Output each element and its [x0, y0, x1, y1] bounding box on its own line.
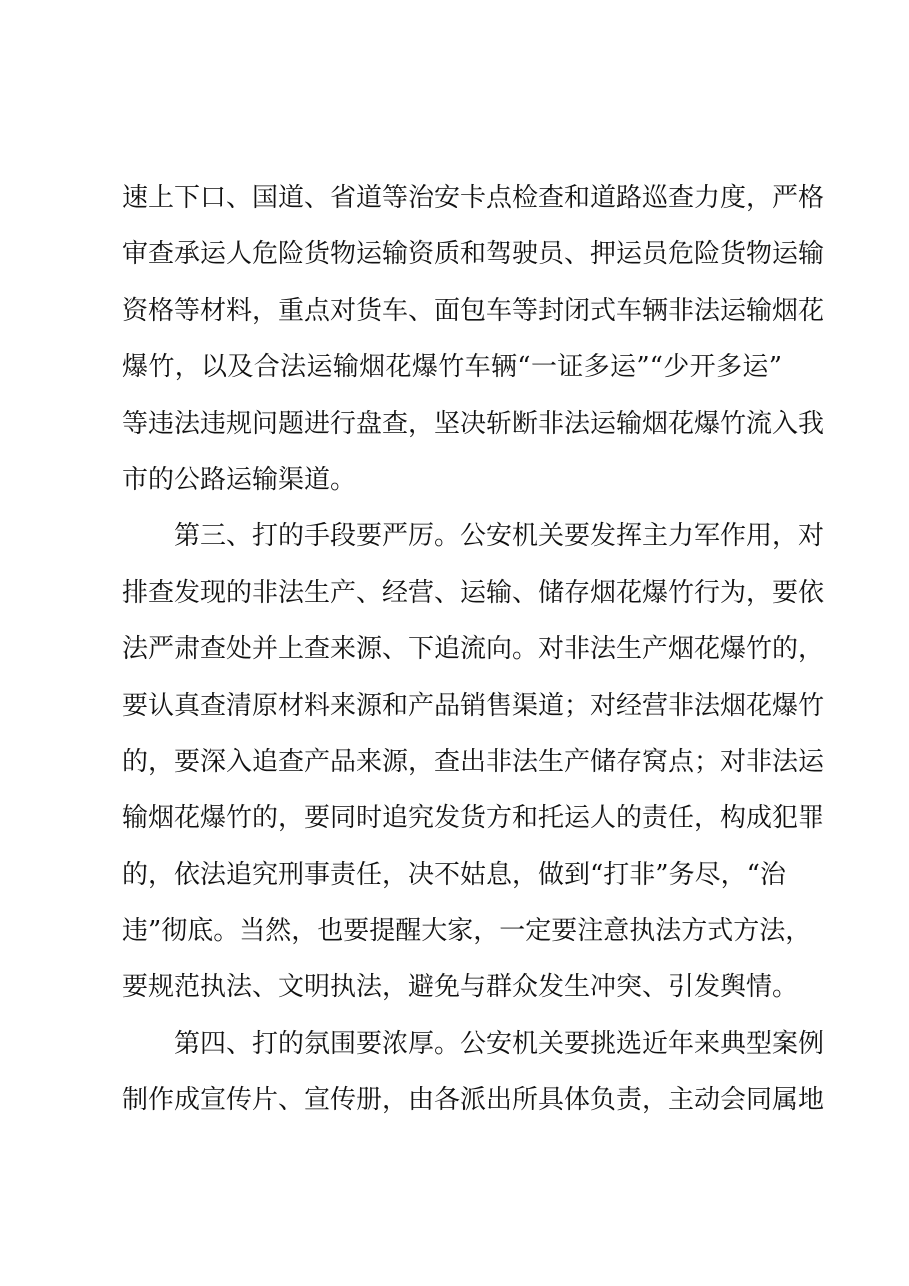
- text-line: 要规范执法、文明执法，避免与群众发生冲突、引发舆情。: [122, 972, 799, 1003]
- text-line: 第三、打的手段要严厉。公安机关要发挥主力军作用，对: [174, 521, 825, 552]
- text-line: 违”彻底。当然，也要提醒大家，一定要注意执法方式方法，: [122, 916, 812, 947]
- text-line: 爆竹，以及合法运输烟花爆竹车辆“一证多运”“少开多运”: [122, 352, 782, 383]
- text-line: 等违法违规问题进行盘查，坚决斩断非法运输烟花爆竹流入我: [122, 408, 825, 439]
- paragraph-third: [122, 508, 825, 1016]
- text-line: 市的公路运输渠道。: [122, 464, 357, 495]
- text-line: 速上下口、国道、省道等治安卡点检查和道路巡查力度，严格: [122, 183, 825, 213]
- text-line: 排查发现的非法生产、经营、运输、储存烟花爆竹行为，要依: [122, 577, 825, 608]
- body-text: [122, 170, 825, 1129]
- text-line: 第四、打的氛围要浓厚。公安机关要挑选近年来典型案例: [174, 1028, 825, 1059]
- text-line: 审查承运人危险货物运输资质和驾驶员、押运员危险货物运输: [122, 239, 825, 270]
- text-line: 资格等材料，重点对货车、面包车等封闭式车辆非法运输烟花: [122, 295, 825, 326]
- text-line: 输烟花爆竹的，要同时追究发货方和托运人的责任，构成犯罪: [122, 803, 825, 834]
- text-line: 制作成宣传片、宣传册，由各派出所具体负责，主动会同属地: [122, 1085, 825, 1116]
- text-line: 法严肃查处并上查来源、下追流向。对非法生产烟花爆竹的，: [122, 634, 825, 665]
- paragraph-fourth: [122, 1016, 825, 1129]
- text-line: 要认真查清原材料来源和产品销售渠道；对经营非法烟花爆竹: [122, 690, 825, 721]
- text-line: 的，要深入追查产品来源，查出非法生产储存窝点；对非法运: [122, 746, 825, 777]
- paragraph-continued: [122, 170, 825, 508]
- text-line: 的，依法追究刑事责任，决不姑息，做到“打非”务尽，“治: [122, 859, 786, 890]
